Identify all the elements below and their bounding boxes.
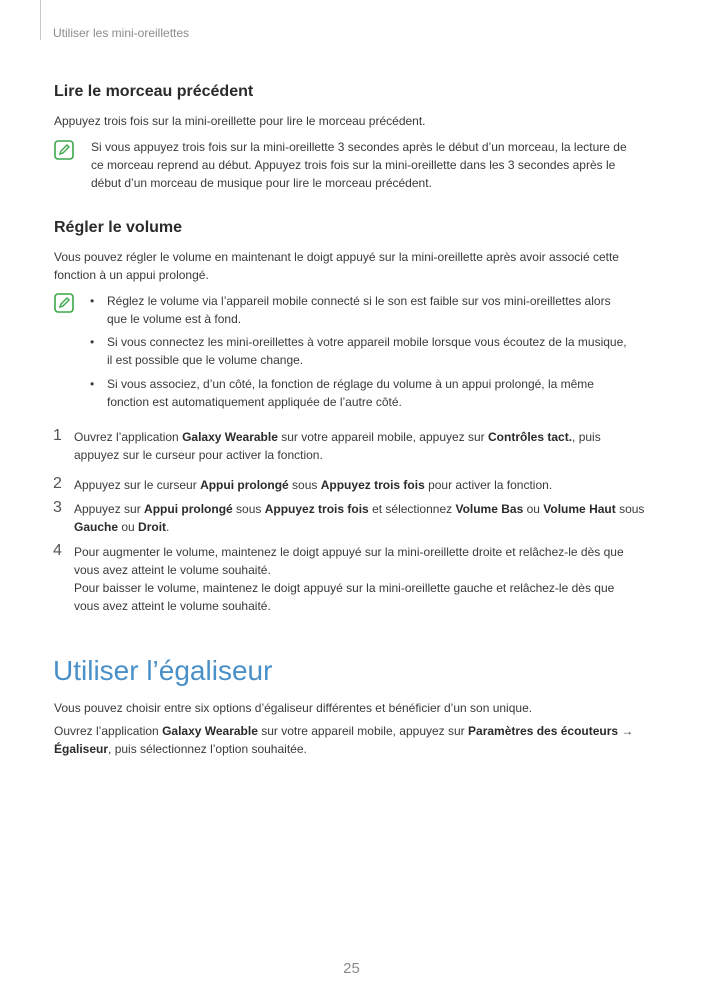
volume-intro <box>54 248 654 284</box>
step-3: Appuyez sur Appui prolongé sous Appuyez trois fois et sélectionnez Volume Bas ou Volume Haut sous Gauche ou Droit. <box>74 502 645 534</box>
step-number: 3 <box>53 499 62 516</box>
bullet-dot: • <box>90 377 95 391</box>
volume-note-bullet <box>107 375 652 411</box>
bullet-line: que le volume est à fond. <box>107 312 242 326</box>
section-title-equalizer: Utiliser l’égaliseur <box>53 655 273 686</box>
step-4: Pour augmenter le volume, maintenez le doigt appuyé sur la mini-oreillette droite et relâchez-le dès que vous avez atteint le volume souhaité. Pour baisser le volume, maintenez le doigt appuyé sur la mini-oreillette gauche et relâchez-le dès que vous avez atteint le volume souhaité. <box>74 545 624 613</box>
equalizer-intro: Vous pouvez choisir entre six options d’égaliseur différentes et bénéficier d’un son unique. <box>54 701 533 715</box>
bullet-line: il est possible que le volume change. <box>107 353 304 367</box>
page-rule <box>40 0 41 40</box>
volume-note-bullet <box>107 333 652 369</box>
step-number: 1 <box>53 427 62 444</box>
note-line: début d’un morceau de musique pour lire le morceau précédent. <box>91 176 432 190</box>
intro-line: fonction à un appui prolongé. <box>54 268 209 282</box>
previous-track-intro: Appuyez trois fois sur la mini-oreillette pour lire le morceau précédent. <box>54 114 426 128</box>
note-line: Si vous appuyez trois fois sur la mini-oreillette 3 secondes après le début d’un morceau, la lecture de <box>91 140 627 154</box>
step-number: 4 <box>53 542 62 559</box>
volume-note-bullet <box>107 292 652 328</box>
section-title-previous-track: Lire le morceau précédent <box>54 83 254 100</box>
step-2: Appuyez sur le curseur Appui prolongé sous Appuyez trois fois pour activer la fonction. <box>74 478 553 492</box>
running-header: Utiliser les mini-oreillettes <box>53 26 190 40</box>
equalizer-instructions: Ouvrez l’application Galaxy Wearable sur votre appareil mobile, appuyez sur Paramètres des écouteurs → Égaliseur, puis sélectionnez l’option souhaitée. <box>54 724 634 756</box>
bullet-line: Si vous connectez les mini-oreillettes à votre appareil mobile lorsque vous écoutez de la musique, <box>107 335 627 349</box>
page-number: 25 <box>343 960 360 977</box>
bullet-line: fonction est automatiquement appliquée de l’autre côté. <box>107 395 402 409</box>
bullet-line: Si vous associez, d’un côté, la fonction de réglage du volume à un appui prolongé, la même <box>107 377 594 391</box>
bullet-dot: • <box>90 294 95 308</box>
bullet-dot: • <box>90 335 95 349</box>
section-title-volume: Régler le volume <box>54 219 183 236</box>
pencil-note-icon <box>54 140 74 160</box>
step-number: 2 <box>53 475 62 492</box>
pencil-note-icon <box>54 293 74 313</box>
intro-line: Vous pouvez régler le volume en maintenant le doigt appuyé sur la mini-oreillette après avoir associé cette <box>54 250 619 264</box>
previous-track-note <box>91 138 651 192</box>
bullet-line: Réglez le volume via l’appareil mobile connecté si le son est faible sur vos mini-oreillettes alors <box>107 294 611 308</box>
step-1: Ouvrez l’application Galaxy Wearable sur votre appareil mobile, appuyez sur Contrôles tact., puis appuyez sur le curseur pour activer la fonction. <box>74 430 601 462</box>
note-line: ce morceau reprend au début. Appuyez trois fois sur la mini-oreillette dans les 3 secondes après le <box>91 158 616 172</box>
